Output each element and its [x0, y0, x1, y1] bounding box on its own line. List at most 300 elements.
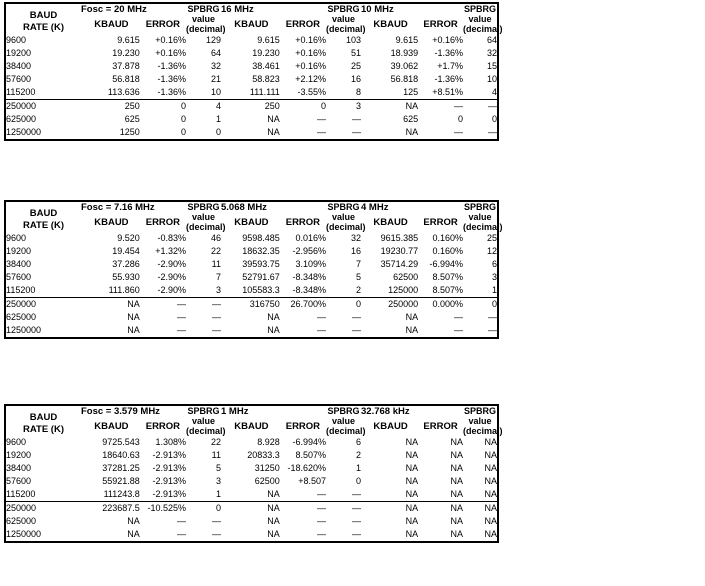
cell-values-row [361, 113, 497, 126]
cell-baud-rate: 115200 [6, 87, 36, 97]
cell-group [81, 502, 221, 516]
cell-group [361, 245, 497, 258]
kbaud-header: KBAUD [234, 421, 269, 432]
table-row [6, 126, 497, 139]
cell-values-row [221, 60, 361, 73]
baud-rate-table [6, 4, 503, 139]
spbrg-header [185, 4, 226, 34]
cell-spbrg: 3 [215, 285, 221, 295]
spbrg-line2: value [331, 416, 355, 426]
cell-spbrg: 4 [491, 87, 497, 97]
table-row [6, 34, 497, 47]
cell-spbrg: 64 [486, 35, 497, 45]
cell-spbrg: 103 [345, 35, 361, 45]
header-group [81, 406, 226, 436]
cell-spbrg: 0 [491, 114, 497, 124]
table-row [6, 462, 497, 475]
cell-kbaud: 58.823 [252, 74, 280, 84]
cell-group [81, 475, 221, 488]
cell-error: — [453, 325, 463, 335]
cell-error: 0 [320, 101, 326, 111]
cell-group-inner [221, 245, 361, 258]
spbrg-line3: (decimal) [462, 24, 503, 34]
header-group-inner [81, 202, 226, 232]
cell-error: -2.913% [152, 476, 186, 486]
header-group [361, 406, 503, 436]
cell-kbaud: 113.636 [107, 87, 140, 97]
cell-group [221, 475, 361, 488]
kbaud-header: KBAUD [373, 421, 408, 432]
cell-group-inner [221, 475, 361, 488]
cell-kbaud: NA [267, 127, 280, 137]
cell-kbaud: 37281.25 [102, 463, 140, 473]
cell-kbaud: NA [405, 312, 419, 322]
cell-group [361, 528, 497, 541]
cell-group-inner [221, 284, 361, 297]
cell-error: — [176, 516, 186, 526]
table-row [6, 488, 497, 502]
kbaud-header: KBAUD [373, 19, 408, 30]
cell-group-inner [361, 34, 497, 47]
cell-kbaud: 52791.67 [242, 272, 280, 282]
cell-kbaud: 20833.3 [247, 450, 280, 460]
cell-baud-rate: 9600 [6, 35, 27, 45]
baud-rate-table [6, 406, 503, 541]
cell-baud-rate: 38400 [6, 61, 32, 71]
cell-error: NA [450, 450, 463, 460]
cell-values-row [221, 502, 361, 515]
spbrg-header [185, 406, 226, 436]
cell-spbrg: 10 [486, 74, 497, 84]
error-header: ERROR [145, 421, 181, 432]
cell-error: — [453, 127, 463, 137]
spbrg-line2: value [331, 212, 355, 222]
cell-values-row [221, 462, 361, 475]
cell-kbaud: NA [405, 503, 419, 513]
cell-group [361, 324, 497, 337]
header-group-inner [221, 4, 366, 34]
cell-baud-rate: 57600 [6, 272, 32, 282]
cell-group-inner [81, 449, 221, 462]
cell-kbaud: 55.930 [112, 272, 140, 282]
cell-group [361, 298, 497, 312]
cell-error: +0.16% [295, 48, 326, 58]
cell-values-row [361, 462, 497, 475]
cell-group-inner [81, 515, 221, 528]
error-header: ERROR [145, 19, 181, 30]
cell-kbaud: 9615.385 [380, 233, 419, 243]
cell-values-row [361, 298, 497, 311]
cell-error: NA [450, 529, 463, 539]
cell-group [221, 311, 361, 324]
cell-spbrg: 6 [491, 259, 497, 269]
cell-group [221, 113, 361, 126]
cell-baud-rate: 625000 [6, 516, 37, 526]
cell-group-inner [221, 113, 361, 126]
cell-group-inner [221, 462, 361, 475]
fosc-label: 16 MHz [221, 4, 254, 15]
spbrg-line1: SPBRG [463, 202, 496, 212]
cell-group-inner [221, 324, 361, 337]
cell-spbrg: — [212, 325, 221, 335]
cell-spbrg: NA [484, 503, 497, 513]
cell-group-inner [81, 462, 221, 475]
cell-values-row [81, 488, 221, 501]
cell-group [361, 73, 497, 86]
cell-group-inner [361, 502, 497, 515]
cell-kbaud: NA [405, 325, 419, 335]
cell-group [361, 100, 497, 114]
cell-group [81, 86, 221, 100]
cell-kbaud: 35714.29 [380, 259, 419, 269]
cell-values-row [361, 515, 497, 528]
fosc-label: Fosc = 20 MHz [81, 4, 147, 15]
cell-group-inner [361, 86, 497, 99]
table-row [6, 113, 497, 126]
spbrg-header [325, 202, 366, 232]
cell-kbaud: 111243.8 [103, 489, 140, 499]
cell-group-inner [221, 436, 361, 449]
cell-kbaud: 250 [264, 101, 280, 111]
cell-values-row [221, 475, 361, 488]
cell-spbrg: — [352, 529, 361, 539]
cell-spbrg: — [352, 325, 361, 335]
cell-error: — [453, 101, 463, 111]
cell-group-inner [221, 34, 361, 47]
cell-group [221, 528, 361, 541]
cell-group-inner [81, 488, 221, 501]
baud-rate-table-block [4, 404, 503, 543]
cell-values-row [81, 73, 221, 86]
cell-values-row [81, 298, 221, 311]
cell-group [361, 475, 497, 488]
table-row [6, 298, 497, 312]
header-group-top-row [81, 202, 221, 217]
cell-values-row [361, 449, 497, 462]
cell-values-row [361, 488, 497, 501]
header-group-inner [361, 4, 503, 34]
header-group [81, 4, 226, 34]
cell-error: -0.83% [157, 233, 186, 243]
cell-spbrg: 32 [486, 48, 497, 58]
cell-kbaud: 9.615 [395, 35, 419, 45]
spbrg-line2: value [468, 212, 492, 222]
cell-error: -6.994% [292, 437, 326, 447]
cell-group [81, 113, 221, 126]
cell-error: — [176, 325, 186, 335]
cell-group [361, 86, 497, 100]
cell-kbaud: 37.878 [112, 61, 140, 71]
header-group [81, 202, 226, 232]
cell-error: NA [450, 437, 463, 447]
table-row [6, 528, 497, 541]
kbaud-header: KBAUD [373, 217, 408, 228]
cell-spbrg: — [212, 299, 221, 309]
cell-group-inner [221, 515, 361, 528]
cell-baud-rate: 9600 [6, 233, 27, 243]
cell-group-inner [361, 245, 497, 258]
cell-spbrg: 6 [355, 437, 361, 447]
cell-group [81, 245, 221, 258]
cell-baud-rate: 19200 [6, 246, 32, 256]
cell-group-inner [81, 436, 221, 449]
cell-group-inner [361, 311, 497, 324]
cell-baud-rate: 38400 [6, 259, 32, 269]
cell-error: +8.507 [298, 476, 326, 486]
cell-error: -1.36% [434, 74, 463, 84]
cell-values-row [221, 100, 361, 113]
cell-group [81, 60, 221, 73]
cell-values-row [221, 488, 361, 501]
header-group-inner [221, 202, 366, 232]
cell-error: — [316, 489, 326, 499]
cell-group [81, 436, 221, 449]
cell-baud-rate: 1250000 [6, 127, 42, 137]
fosc-label: Fosc = 3.579 MHz [81, 406, 160, 417]
cell-kbaud: 55921.88 [102, 476, 140, 486]
cell-kbaud: NA [405, 476, 419, 486]
cell-spbrg: 3 [215, 476, 221, 486]
cell-group-inner [81, 502, 221, 515]
cell-group [361, 258, 497, 271]
cell-error: — [316, 529, 326, 539]
cell-group-inner [361, 271, 497, 284]
cell-error: -3.55% [297, 87, 326, 97]
cell-group [361, 488, 497, 502]
cell-spbrg: 22 [210, 246, 221, 256]
table-row [6, 100, 497, 114]
fosc-label: 1 MHz [221, 406, 249, 417]
cell-error: 8.507% [295, 450, 326, 460]
cell-group-inner [361, 488, 497, 501]
cell-kbaud: 62500 [254, 476, 280, 486]
cell-values-row [81, 515, 221, 528]
cell-spbrg: 16 [350, 74, 361, 84]
header-group-top-row [81, 4, 221, 19]
cell-kbaud: 39.062 [390, 61, 419, 71]
cell-group [361, 113, 497, 126]
cell-kbaud: NA [405, 529, 419, 539]
fosc-label: 4 MHz [361, 202, 389, 213]
kbaud-header: KBAUD [234, 217, 269, 228]
cell-baud-rate: 1250000 [6, 529, 42, 539]
cell-group [221, 284, 361, 298]
cell-group [81, 258, 221, 271]
cell-kbaud: 125 [403, 87, 419, 97]
cell-kbaud: 56.818 [112, 74, 140, 84]
cell-spbrg: 21 [210, 74, 221, 84]
cell-values-row [361, 324, 497, 337]
cell-spbrg: 0 [491, 299, 497, 309]
cell-group [361, 60, 497, 73]
cell-group-inner [81, 271, 221, 284]
cell-group-inner [361, 284, 497, 297]
table-row [6, 73, 497, 86]
cell-baud-rate: 250000 [6, 503, 37, 513]
cell-spbrg: 1 [215, 114, 221, 124]
cell-error: +1.7% [437, 61, 463, 71]
cell-group [361, 232, 497, 245]
cell-group [221, 436, 361, 449]
cell-values-row [221, 528, 361, 541]
cell-group-inner [81, 86, 221, 99]
cell-kbaud: 9.615 [257, 35, 280, 45]
cell-error: -1.36% [157, 87, 186, 97]
cell-spbrg: 11 [211, 259, 221, 269]
spbrg-line2: value [331, 14, 355, 24]
table-row [6, 475, 497, 488]
error-header: ERROR [423, 217, 458, 228]
cell-group-inner [81, 34, 221, 47]
cell-group [221, 73, 361, 86]
error-header: ERROR [145, 217, 181, 228]
spbrg-line1: SPBRG [327, 202, 360, 212]
cell-kbaud: NA [267, 516, 280, 526]
cell-values-row [361, 126, 497, 139]
cell-kbaud: 125000 [388, 285, 419, 295]
cell-kbaud: 625 [124, 114, 140, 124]
cell-values-row [221, 86, 361, 99]
cell-values-row [81, 258, 221, 271]
cell-spbrg: 0 [215, 127, 221, 137]
table-row [6, 47, 497, 60]
cell-group [221, 324, 361, 337]
cell-error: 0.160% [432, 246, 463, 256]
table-row [6, 502, 497, 516]
cell-group-inner [361, 515, 497, 528]
cell-group-inner [221, 298, 361, 311]
cell-group-inner [81, 60, 221, 73]
cell-group [361, 502, 497, 516]
cell-spbrg: 2 [355, 285, 361, 295]
header-group-inner [361, 406, 503, 436]
cell-error: 0 [180, 114, 186, 124]
cell-error: — [176, 299, 186, 309]
cell-group-inner [81, 126, 221, 139]
cell-baud-rate: 625000 [6, 114, 37, 124]
spbrg-header [462, 4, 503, 34]
cell-group [221, 515, 361, 528]
cell-group-inner [361, 113, 497, 126]
cell-group [361, 515, 497, 528]
cell-group [221, 47, 361, 60]
cell-values-row [361, 245, 497, 258]
cell-values-row [81, 475, 221, 488]
cell-group [361, 126, 497, 139]
cell-group [221, 60, 361, 73]
cell-values-row [81, 324, 221, 337]
cell-values-row [221, 113, 361, 126]
cell-error: -18.620% [287, 463, 326, 473]
cell-error: +2.12% [295, 74, 326, 84]
cell-error: — [453, 312, 463, 322]
header-group-top-row [361, 202, 497, 217]
cell-spbrg: NA [484, 450, 497, 460]
cell-group [221, 298, 361, 312]
error-header: ERROR [285, 421, 321, 432]
cell-kbaud: NA [267, 312, 280, 322]
cell-kbaud: NA [267, 489, 280, 499]
cell-spbrg: NA [484, 516, 497, 526]
cell-group [221, 245, 361, 258]
cell-values-row [81, 34, 221, 47]
cell-kbaud: NA [405, 450, 419, 460]
table-header-row [6, 4, 497, 34]
fosc-label: Fosc = 7.16 MHz [81, 202, 155, 213]
cell-group-inner [361, 258, 497, 271]
cell-error: 8.507% [432, 285, 463, 295]
cell-values-row [221, 34, 361, 47]
cell-values-row [81, 311, 221, 324]
table-row [6, 324, 497, 337]
table-row [6, 245, 497, 258]
table-row [6, 436, 497, 449]
cell-group [361, 34, 497, 47]
cell-group [221, 258, 361, 271]
cell-group-inner [221, 528, 361, 541]
cell-error: — [316, 503, 326, 513]
cell-spbrg: — [352, 114, 361, 124]
cell-kbaud: NA [267, 325, 280, 335]
cell-error: — [176, 529, 186, 539]
cell-group-inner [361, 298, 497, 311]
header-group-top-row [81, 406, 221, 421]
cell-group-inner [221, 449, 361, 462]
cell-baud-rate: 115200 [6, 489, 36, 499]
spbrg-line1: SPBRG [187, 406, 220, 416]
cell-values-row [81, 436, 221, 449]
spbrg-line1: SPBRG [327, 4, 360, 14]
table-header-row [6, 202, 497, 232]
cell-group-inner [81, 100, 221, 113]
spbrg-line2: value [191, 212, 215, 222]
cell-group-inner [361, 232, 497, 245]
cell-spbrg: 15 [486, 61, 497, 71]
cell-spbrg: 32 [210, 61, 221, 71]
cell-error: +8.51% [432, 87, 463, 97]
error-header: ERROR [423, 19, 458, 30]
cell-spbrg: 5 [355, 272, 361, 282]
cell-kbaud: 250000 [388, 299, 419, 309]
cell-values-row [81, 86, 221, 99]
cell-error: -2.90% [157, 272, 186, 282]
cell-values-row [221, 515, 361, 528]
cell-kbaud: NA [127, 325, 140, 335]
spbrg-line2: value [191, 14, 215, 24]
table-row [6, 60, 497, 73]
cell-spbrg: NA [484, 529, 497, 539]
cell-spbrg: 4 [215, 101, 221, 111]
cell-spbrg: 3 [491, 272, 497, 282]
cell-values-row [361, 284, 497, 297]
cell-kbaud: NA [267, 114, 280, 124]
cell-spbrg: — [352, 312, 361, 322]
cell-group-inner [361, 449, 497, 462]
cell-spbrg: 2 [355, 450, 361, 460]
cell-group [81, 311, 221, 324]
cell-spbrg: — [488, 101, 497, 111]
cell-error: 0.160% [432, 233, 463, 243]
cell-spbrg: 22 [210, 437, 221, 447]
kbaud-header: KBAUD [94, 19, 129, 30]
cell-kbaud: 8.928 [257, 437, 280, 447]
cell-group-inner [221, 258, 361, 271]
header-group-top-row [221, 202, 361, 217]
cell-values-row [361, 271, 497, 284]
cell-group [81, 47, 221, 60]
cell-error: — [316, 114, 326, 124]
cell-kbaud: 38.461 [252, 61, 280, 71]
